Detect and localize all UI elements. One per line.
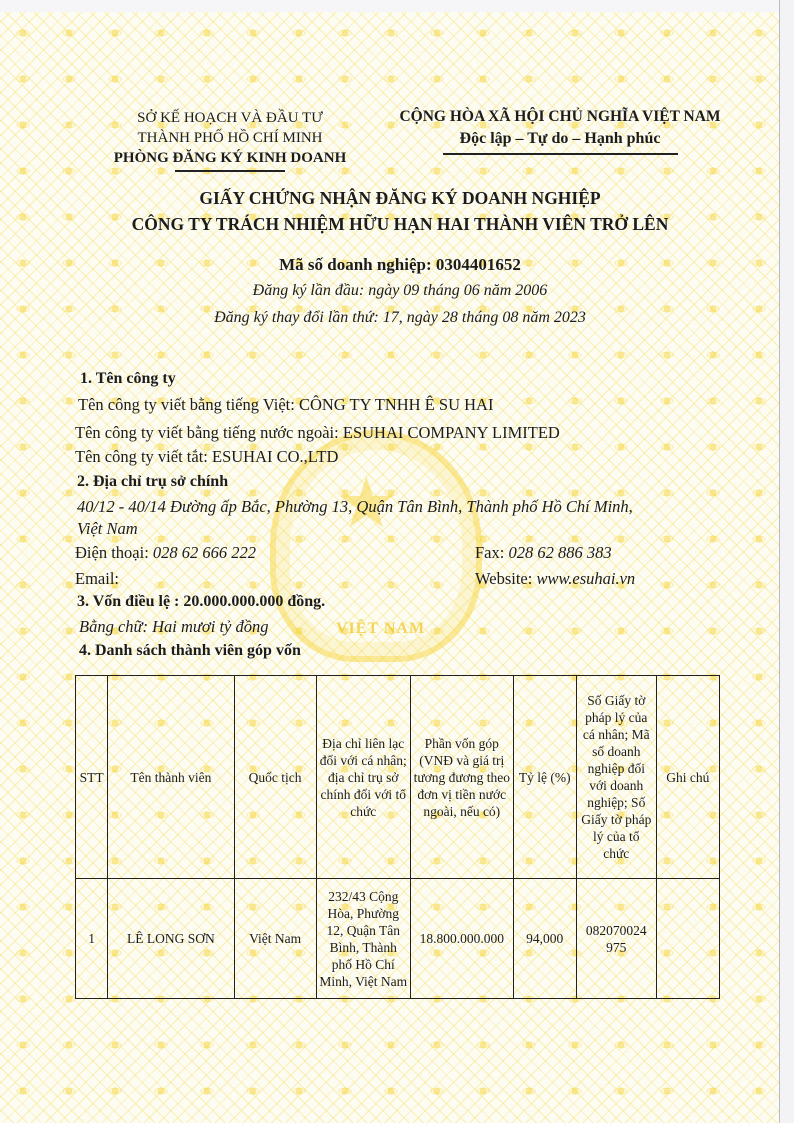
cell-capital: 18.800.000.000 — [410, 879, 513, 999]
website-label: Website: — [475, 569, 537, 588]
email-label: Email: — [75, 569, 119, 588]
website — [475, 569, 635, 589]
fax-label: Fax: — [475, 543, 509, 562]
cell-member-name: LÊ LONG SƠN — [108, 879, 235, 999]
authority-line-3: PHÒNG ĐĂNG KÝ KINH DOANH — [113, 150, 347, 166]
table-row — [76, 879, 720, 999]
table-header-row — [76, 676, 720, 879]
col-note: Ghi chú — [656, 676, 719, 879]
change-registration-date: Đăng ký thay đổi lần thứ: 17, ngày 28 tháng 08 năm 2023 — [214, 309, 586, 326]
cell-stt: 1 — [76, 879, 108, 999]
website-value: www.esuhai.vn — [536, 569, 636, 588]
col-capital-contribution: Phần vốn góp (VNĐ và giá trị tương đương theo đơn vị tiền nước ngoài, nếu có) — [410, 676, 513, 879]
cell-note — [656, 879, 719, 999]
cell-address: 232/43 Cộng Hòa, Phường 12, Quận Tân Bình, Thành phố Hồ Chí Minh, Việt Nam — [316, 879, 410, 999]
divider — [443, 153, 678, 155]
country-name: CỘNG HÒA XÃ HỘI CHỦ NGHĨA VIỆT NAM — [399, 108, 721, 125]
document-title: GIẤY CHỨNG NHẬN ĐĂNG KÝ DOANH NGHIỆP — [199, 188, 601, 208]
company-name-vn — [78, 395, 493, 415]
col-ratio: Tỷ lệ (%) — [513, 676, 576, 879]
phone — [75, 543, 256, 563]
section-2-heading: 2. Địa chỉ trụ sở chính — [77, 473, 229, 490]
head-office-address-line2 — [77, 519, 138, 539]
address-line-1: 40/12 - 40/14 Đường ấp Bắc, Phường 13, Quận Tân Bình, Thành phố Hồ Chí Minh, — [77, 497, 633, 516]
head-office-address-line1 — [77, 497, 633, 517]
emblem-text: VIỆT NAM — [336, 620, 426, 637]
company-name-foreign — [75, 423, 560, 443]
motto: Độc lập – Tự do – Hạnh phúc — [459, 130, 661, 147]
cell-ratio: 94,000 — [513, 879, 576, 999]
address-line-2: Việt Nam — [77, 519, 138, 538]
national-motto — [385, 106, 735, 155]
first-registration-date: Đăng ký lần đầu: ngày 09 tháng 06 năm 2006 — [252, 282, 548, 299]
authority-line-1: SỞ KẾ HOẠCH VÀ ĐẦU TƯ — [137, 110, 323, 126]
divider — [175, 170, 285, 172]
company-name-short-label: Tên công ty viết tắt: — [75, 447, 213, 466]
enterprise-code: Mã số doanh nghiệp: 0304401652 — [279, 255, 521, 274]
cell-legal-document: 082070024 975 — [576, 879, 656, 999]
company-name-foreign-value: ESUHAI COMPANY LIMITED — [342, 423, 560, 442]
members-table — [75, 675, 720, 999]
col-stt: STT — [76, 676, 108, 879]
cell-nationality: Việt Nam — [234, 879, 316, 999]
section-3-charter-capital: 3. Vốn điều lệ : 20.000.000.000 đồng. — [77, 593, 326, 610]
section-4-heading: 4. Danh sách thành viên góp vốn — [79, 642, 301, 659]
company-name-vn-value: CÔNG TY TNHH Ê SU HAI — [298, 395, 494, 414]
star-icon: ★ — [335, 466, 398, 543]
fax — [475, 543, 612, 563]
col-member-name: Tên thành viên — [108, 676, 235, 879]
col-legal-document: Số Giấy tờ pháp lý của cá nhân; Mã số doanh nghiệp đối với doanh nghiệp; Số Giấy tờ pháp lý của tổ chức — [576, 676, 656, 879]
authority-line-2: THÀNH PHỐ HỒ CHÍ MINH — [137, 130, 323, 146]
col-address: Địa chỉ liên lạc đối với cá nhân; địa chỉ trụ sở chính đối với tổ chức — [316, 676, 410, 879]
company-name-short-value: ESUHAI CO.,LTD — [212, 447, 339, 466]
company-name-short — [75, 447, 338, 467]
col-nationality: Quốc tịch — [234, 676, 316, 879]
company-name-foreign-label: Tên công ty viết bằng tiếng nước ngoài: — [75, 423, 343, 442]
fax-value: 028 62 886 383 — [508, 543, 612, 562]
capital-in-words-value: Bằng chữ: Hai mươi tỷ đồng — [79, 617, 269, 636]
capital-in-words — [79, 617, 268, 637]
company-name-vn-label: Tên công ty viết bằng tiếng Việt: — [78, 395, 299, 414]
issuing-authority — [80, 108, 380, 172]
scan-top-margin — [0, 0, 794, 12]
section-1-heading: 1. Tên công ty — [80, 370, 176, 387]
phone-label: Điện thoại: — [75, 543, 153, 562]
scan-right-edge — [779, 0, 794, 1123]
phone-value: 028 62 666 222 — [152, 543, 257, 562]
company-type-title: CÔNG TY TRÁCH NHIỆM HỮU HẠN HAI THÀNH VIÊN TRỞ LÊN — [131, 214, 669, 234]
